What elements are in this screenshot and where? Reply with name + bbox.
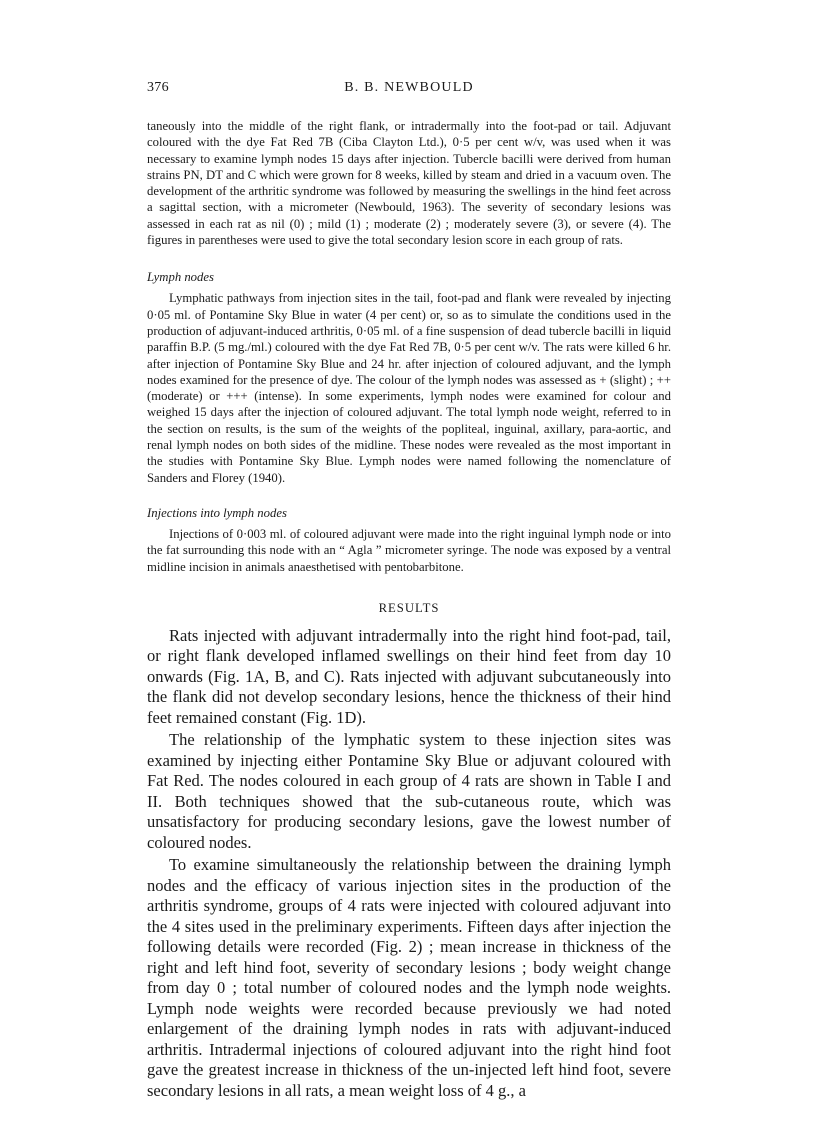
results-paragraph-2: The relationship of the lymphatic system to these injection sites was examined by injecting either Pontamine Sky Blue or adjuvant coloured with Fat Red. The nodes coloured in each group of 4 rats are shown in Table I and II. Both techniques showed that the sub-cutaneous route, which was unsatisfactory for producing secondary lesions, gave the lowest number of coloured nodes. xyxy=(147,730,671,852)
lymph-nodes-heading: Lymph nodes xyxy=(147,270,214,285)
methods-paragraph: taneously into the middle of the right flank, or intradermally into the foot-pad or tail. Adjuvant coloured with the dye Fat Red 7B (Ciba Clayton Ltd.), 0·5 per cent w/v, was used when it was necessary to examine lymph nodes 15 days after injection. Tubercle bacilli were derived from human strains PN, DT and C which were grown for 8 weeks, killed by steam and dried in a vacuum oven. The development of the arthritic syndrome was followed by measuring the swellings in the hind feet across a sagittal section, with a micrometer (Newbould, 1963). The severity of secondary lesions was assessed in each rat as nil (0) ; mild (1) ; moderate (2) ; moderately severe (3), or severe (4). The figures in parentheses were used to give the total secondary lesion score in each group of rats. xyxy=(147,119,671,248)
journal-page xyxy=(147,80,671,1101)
running-head: B. B. NEWBOULD xyxy=(344,80,474,95)
results-heading: RESULTS xyxy=(378,600,440,615)
page-header xyxy=(147,80,671,102)
injections-paragraph: Injections of 0·003 ml. of coloured adjuvant were made into the right inguinal lymph node or into the fat surrounding this node with an “ Agla ” micrometer syringe. The node was exposed by a ventral midline incision in animals anaesthetised with pentobarbitone. xyxy=(147,526,671,574)
lymph-nodes-paragraph: Lymphatic pathways from injection sites in the tail, foot-pad and flank were revealed by injecting 0·05 ml. of Pontamine Sky Blue in water (4 per cent) or, so as to simulate the conditions used in the production of adjuvant-induced arthritis, 0·05 ml. of a fine suspension of dead tubercle bacilli in liquid paraffin B.P. (5 mg./ml.) coloured with the dye Fat Red 7B, 0·5 per cent w/v. The rats were killed 6 hr. after injection of Pontamine Sky Blue and 24 hr. after injection of coloured adjuvant, and the lymph nodes examined for the presence of dye. The colour of the lymph nodes was assessed as + (slight) ; ++ (moderate) or +++ (intense). In some experiments, lymph nodes were examined for colour and weighed 15 days after the injection of coloured adjuvant. The total lymph node weight, referred to in the section on results, is the sum of the weights of the popliteal, inguinal, axillary, para-aortic, and renal lymph nodes on both sides of the midline. These nodes were revealed as the most important in the studies with Pontamine Sky Blue. Lymph nodes were named following the nomenclature of Sanders and Florey (1940). xyxy=(147,291,671,485)
results-paragraph-3: To examine simultaneously the relationship between the draining lymph nodes and the efficacy of various injection sites in the production of the arthritis syndrome, groups of 4 rats were injected with coloured adjuvant into the 4 sites used in the preliminary experiments. Fifteen days after injection the following details were recorded (Fig. 2) ; mean increase in thickness of the right and left hind foot, severity of secondary lesions ; body weight change from day 0 ; total number of coloured nodes and the lymph node weights. Lymph node weights were recorded because previously we had noted enlargement of the draining lymph nodes in rats with adjuvant-induced arthritis. Intradermal injections of coloured adjuvant into the right hind foot gave the greatest increase in thickness of the un-injected left hind foot, severe secondary lesions in all rats, a mean weight loss of 4 g., a xyxy=(147,855,671,1100)
results-paragraph-1: Rats injected with adjuvant intradermally into the right hind foot-pad, tail, or right flank developed inflamed swellings on their hind feet from day 10 onwards (Fig. 1A, B, and C). Rats injected with adjuvant subcutaneously into the flank did not develop secondary lesions, hence the thickness of their hind feet remained constant (Fig. 1D). xyxy=(147,625,671,727)
page-number: 376 xyxy=(147,80,169,95)
injections-heading: Injections into lymph nodes xyxy=(147,505,287,520)
